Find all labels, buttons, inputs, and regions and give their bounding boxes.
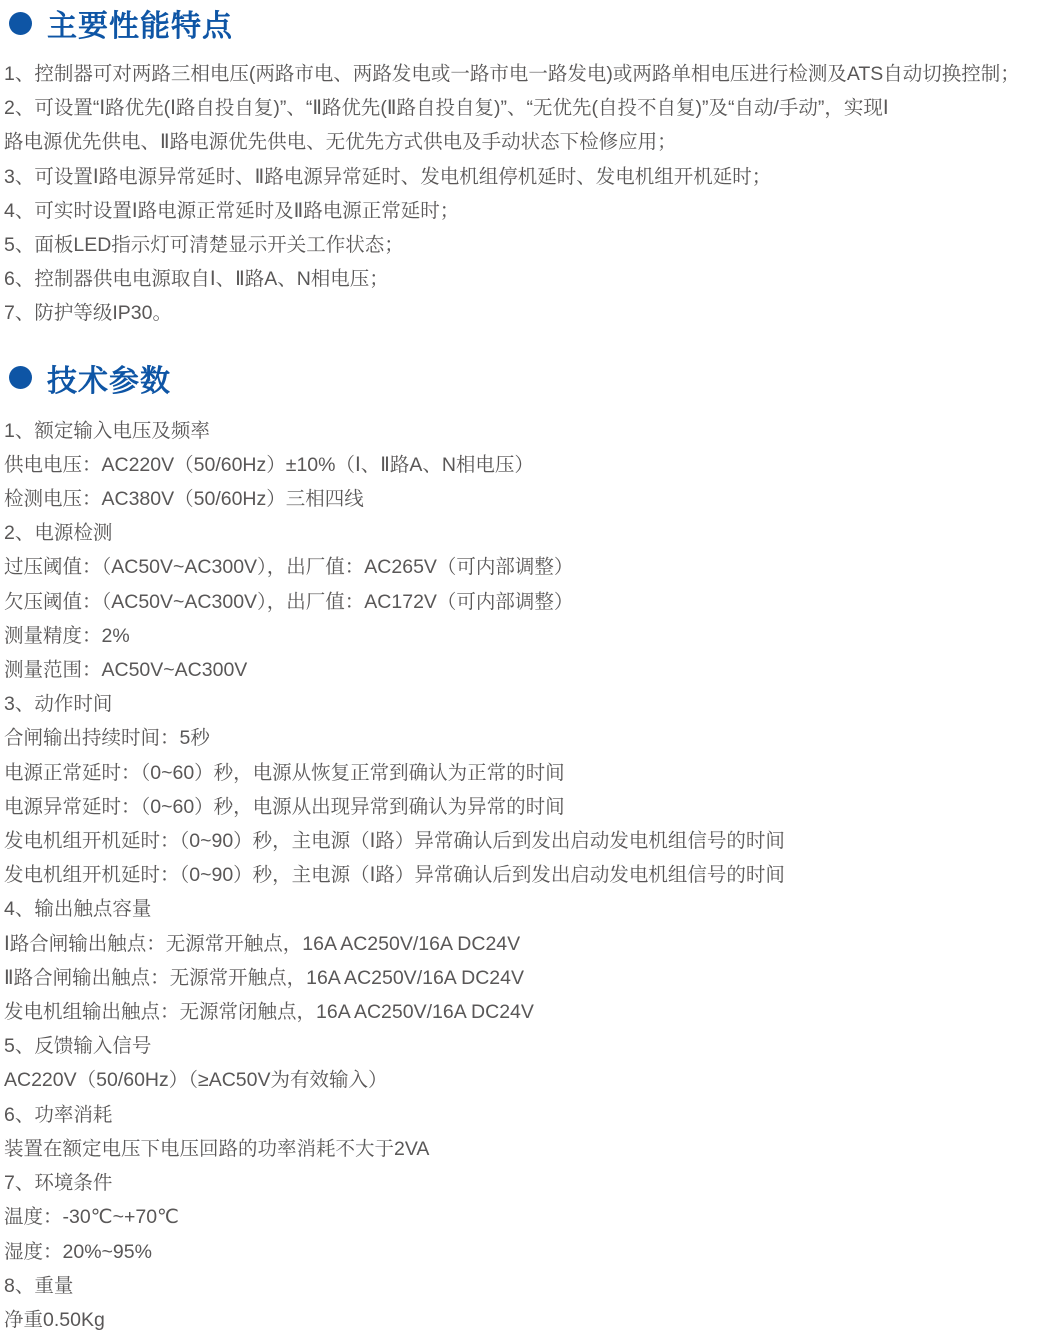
feature-text-line: 1、控制器可对两路三相电压(两路市电、两路发电或一路市电一路发电)或两路单相电压进行检测及ATS自动切换控制；: [4, 63, 1020, 85]
spec-text-line: 净重0.50Kg: [4, 1308, 105, 1331]
feature-text-line: 3、可设置Ⅰ路电源异常延时、Ⅱ路电源异常延时、发电机组停机延时、发电机组开机延时；: [4, 165, 772, 188]
spec-text-line: 合闸输出持续时间：5秒: [4, 727, 210, 750]
spec-text-line: 2、电源检测: [4, 522, 113, 545]
feature-text-line: 路电源优先供电、Ⅱ路电源优先供电、无优先方式供电及手动状态下检修应用；: [4, 131, 677, 154]
section-bullet-icon: [9, 12, 32, 35]
feature-text-line: 6、控制器供电电源取自Ⅰ、Ⅱ路A、N相电压；: [4, 268, 389, 291]
section-title-text: 技术参数: [47, 364, 171, 398]
spec-text-line: 供电电压：AC220V（50/60Hz）±10%（Ⅰ、Ⅱ路A、N相电压）: [4, 453, 534, 476]
spec-text-line: 8、重量: [4, 1274, 74, 1297]
spec-text-line: 7、环境条件: [4, 1172, 113, 1195]
feature-text-line: 5、面板LED指示灯可清楚显示开关工作状态；: [4, 234, 404, 257]
spec-text-line: 检测电压：AC380V（50/60Hz）三相四线: [4, 488, 364, 511]
section-title-technical-parameters: [4, 358, 1050, 398]
spec-text-line: 5、反馈输入信号: [4, 1035, 152, 1058]
spec-text-line: 发电机组输出触点：无源常闭触点，16A AC250V/16A DC24V: [4, 1001, 534, 1024]
spec-text-line: 发电机组开机延时：（0~90）秒，主电源（Ⅰ路）异常确认后到发出启动发电机组信号的时间: [4, 864, 785, 887]
spec-text-line: 4、输出触点容量: [4, 898, 152, 921]
feature-text-line: 7、防护等级IP30。: [4, 302, 172, 325]
section-technical-parameters: [4, 358, 1050, 1337]
spec-text-line: Ⅱ路合闸输出触点：无源常开触点，16A AC250V/16A DC24V: [4, 966, 525, 989]
spec-text-line: 过压阈值：（AC50V~AC300V），出厂值：AC265V（可内部调整）: [4, 556, 574, 579]
feature-text-line: 4、可实时设置Ⅰ路电源正常延时及Ⅱ路电源正常延时；: [4, 199, 460, 222]
section-main-features: [4, 3, 1050, 331]
spec-text-line: 电源异常延时：（0~60）秒，电源从出现异常到确认为异常的时间: [4, 795, 565, 818]
specs-line-list: [4, 414, 1050, 1337]
spec-text-line: 欠压阈值：（AC50V~AC300V），出厂值：AC172V（可内部调整）: [4, 590, 574, 613]
spec-text-line: 电源正常延时：（0~60）秒，电源从恢复正常到确认为正常的时间: [4, 761, 565, 784]
spec-text-line: 测量精度：2%: [4, 624, 130, 647]
section-bullet-icon: [9, 366, 32, 389]
spec-text-line: 装置在额定电压下电压回路的功率消耗不大于2VA: [4, 1137, 430, 1160]
spec-text-line: 6、功率消耗: [4, 1103, 113, 1126]
section-title-main-features: [4, 3, 1050, 43]
spec-text-line: 1、额定输入电压及频率: [4, 419, 210, 442]
section-title-text: 主要性能特点: [47, 10, 233, 43]
spec-text-line: 温度：-30℃~+70℃: [4, 1206, 179, 1229]
spec-text-line: 发电机组开机延时：（0~90）秒，主电源（Ⅰ路）异常确认后到发出启动发电机组信号的时间: [4, 830, 785, 853]
spec-text-line: Ⅰ路合闸输出触点：无源常开触点，16A AC250V/16A DC24V: [4, 932, 521, 955]
feature-text-line: 2、可设置“Ⅰ路优先(Ⅰ路自投自复)”、“Ⅱ路优先(Ⅱ路自投自复)”、“无优先(自投不自复)”及“自动/手动”，实现Ⅰ: [4, 97, 889, 120]
spec-text-line: 3、动作时间: [4, 693, 113, 716]
spec-text-line: AC220V（50/60Hz）（≥AC50V为有效输入）: [4, 1069, 388, 1092]
spec-text-line: 测量范围：AC50V~AC300V: [4, 659, 248, 682]
features-line-list: [4, 57, 1050, 331]
spec-text-line: 湿度：20%~95%: [4, 1240, 152, 1263]
